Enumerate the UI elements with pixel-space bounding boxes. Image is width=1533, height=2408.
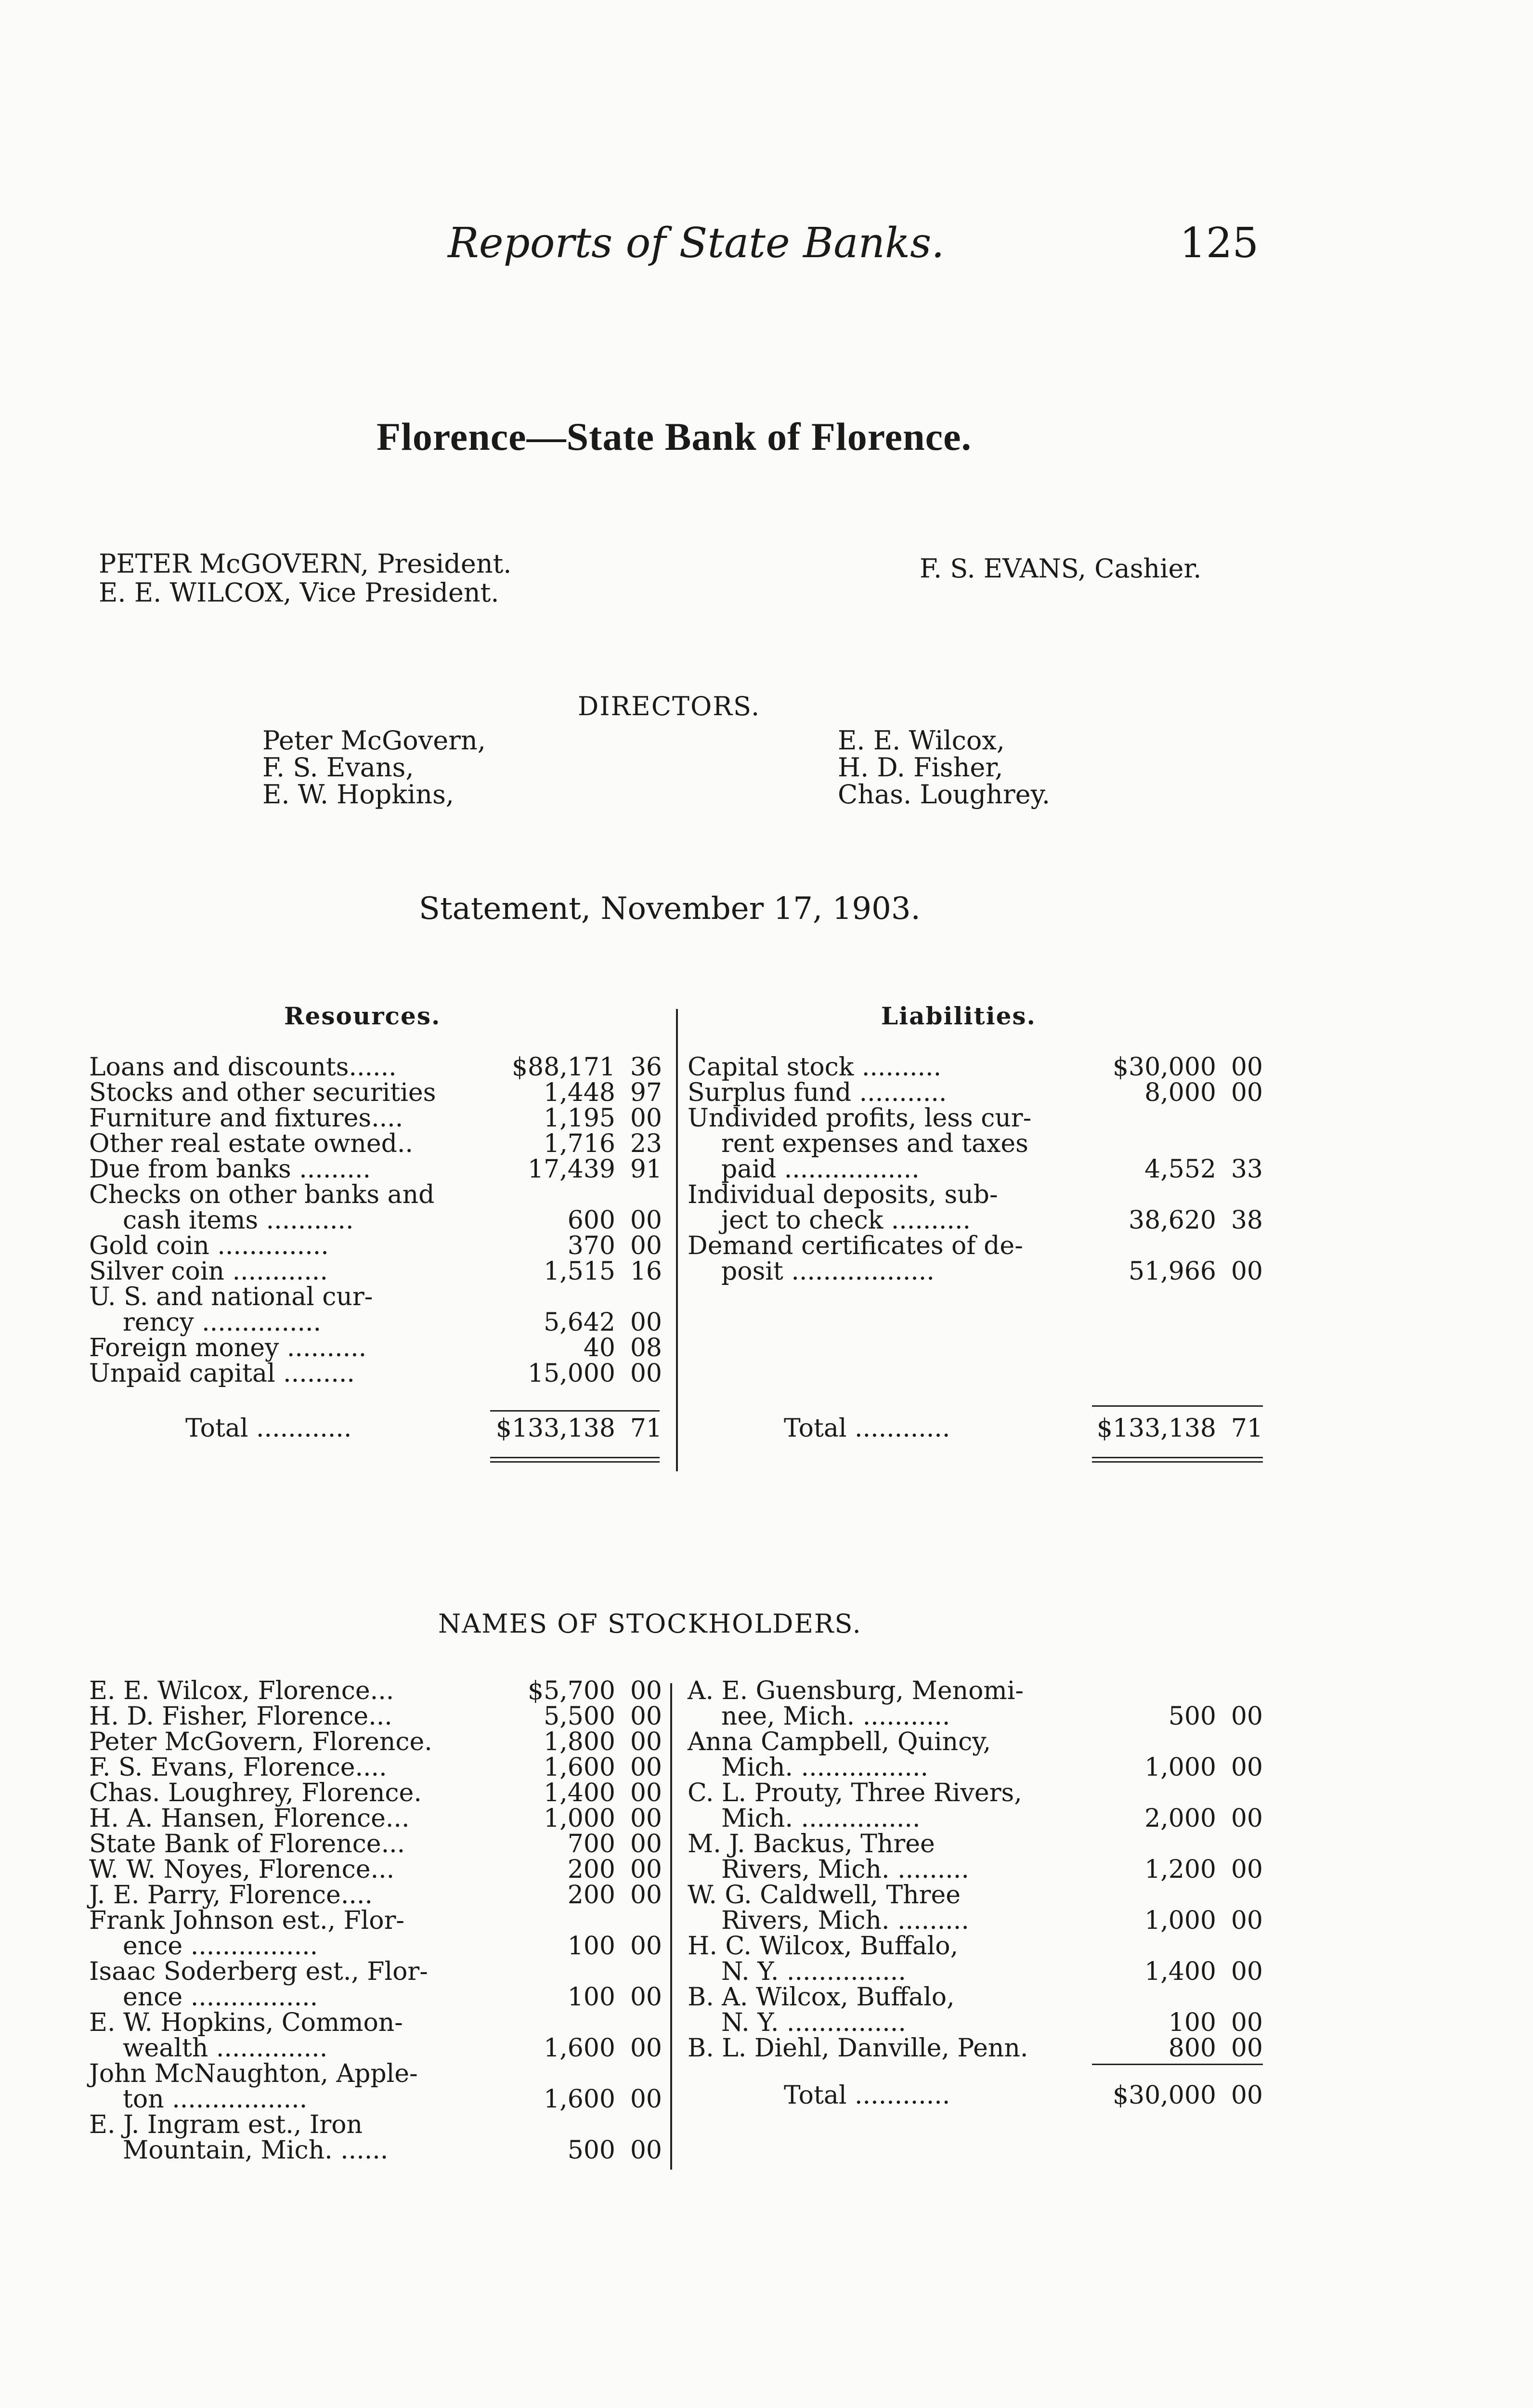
total-label: Total ............ — [784, 2081, 950, 2110]
row-dollars — [1106, 1985, 1227, 2010]
liabilities-heading: Liabilities. — [881, 1002, 1036, 1030]
row-dollars: 500 — [567, 2136, 615, 2165]
table-row — [89, 1985, 662, 2010]
row-label: Individual deposits, sub- — [688, 1180, 998, 1209]
table-row — [688, 1883, 1263, 1908]
row-label: Loans and discounts...... — [89, 1053, 397, 1082]
stockholders-column-divider — [670, 1683, 672, 2170]
row-dollars: 4,552 — [1144, 1155, 1216, 1184]
row-dollars — [1106, 1106, 1227, 1131]
table-row — [89, 1908, 662, 1934]
row-cents — [1227, 1934, 1263, 1959]
row-cents: 00 — [630, 2034, 662, 2063]
table-row — [89, 2138, 662, 2163]
running-title: Reports of State Banks. — [448, 219, 945, 267]
row-label: Mountain, Mich. ...... — [123, 2136, 389, 2165]
table-row — [688, 1704, 1263, 1729]
row-cents: 00 — [1231, 1753, 1263, 1782]
table-row — [688, 1233, 1263, 1259]
row-dollars: 15,000 — [528, 1359, 615, 1388]
row-label: U. S. and national cur- — [89, 1283, 373, 1311]
stockholders-left-table — [89, 1678, 662, 2163]
row-label: Capital stock .......... — [688, 1053, 942, 1082]
row-label: cash items ........... — [123, 1206, 354, 1235]
row-cents: 97 — [630, 1078, 662, 1107]
resources-total-double-rule — [490, 1457, 660, 1458]
row-dollars: 800 — [1168, 2034, 1216, 2063]
row-cents — [1227, 1233, 1263, 1259]
row-label: Due from banks ......... — [89, 1155, 371, 1184]
director-name: F. S. Evans, — [262, 752, 414, 783]
row-dollars: 5,500 — [544, 1702, 615, 1731]
row-cents: 00 — [1231, 1804, 1263, 1833]
row-cents: 00 — [630, 2085, 662, 2114]
row-label: Mich. ............... — [721, 1804, 921, 1833]
row-cents — [626, 2112, 662, 2138]
row-label: Peter McGovern, Florence. — [89, 1727, 432, 1756]
row-dollars — [506, 2010, 626, 2036]
director-name: E. E. Wilcox, — [838, 725, 1005, 756]
total-label: Total ............ — [784, 1414, 950, 1443]
liabilities-total-double-rule — [1092, 1461, 1263, 1463]
row-cents: 00 — [630, 1359, 662, 1388]
row-cents: 00 — [630, 1804, 662, 1833]
table-row — [688, 2036, 1263, 2061]
table-row — [89, 2010, 662, 2036]
row-cents: 00 — [630, 1983, 662, 2012]
row-dollars: 370 — [567, 1231, 615, 1260]
row-cents: 00 — [630, 1881, 662, 1910]
row-label: ton ................. — [123, 2085, 308, 2114]
resources-subtotal-rule — [490, 1410, 660, 1412]
row-label: C. L. Prouty, Three Rivers, — [688, 1779, 1022, 1807]
row-cents: 91 — [630, 1155, 662, 1184]
row-cents: 00 — [630, 1104, 662, 1133]
row-label: ence ................ — [123, 1983, 318, 2012]
row-label: W. G. Caldwell, Three — [688, 1881, 961, 1910]
director-name: Peter McGovern, — [262, 725, 486, 756]
table-row — [89, 1157, 662, 1182]
table-row — [688, 1729, 1263, 1755]
row-label: E. W. Hopkins, Common- — [89, 2008, 403, 2037]
row-dollars: 1,448 — [544, 1078, 615, 1107]
row-label: N. Y. ............... — [721, 2008, 906, 2037]
row-label: Isaac Soderberg est., Flor- — [89, 1957, 428, 1986]
row-dollars: 1,000 — [1144, 1753, 1216, 1782]
table-row — [89, 1182, 662, 1208]
row-dollars: 100 — [567, 1932, 615, 1961]
row-dollars: 1,600 — [544, 1753, 615, 1782]
row-cents: 00 — [1231, 1053, 1263, 1082]
row-dollars: 100 — [1168, 2008, 1216, 2037]
row-cents: 00 — [630, 1676, 662, 1705]
row-label: Stocks and other securities — [89, 1078, 436, 1107]
row-label: E. J. Ingram est., Iron — [89, 2110, 363, 2139]
row-dollars: $30,000 — [1112, 1053, 1216, 1082]
stockholders-right-table — [688, 1678, 1263, 2061]
row-label: Silver coin ............ — [89, 1257, 328, 1286]
row-dollars — [506, 1908, 626, 1934]
table-row — [688, 1080, 1263, 1106]
table-row — [688, 1755, 1263, 1780]
total-cents: 71 — [630, 1414, 662, 1443]
row-label: H. D. Fisher, Florence... — [89, 1702, 392, 1731]
row-cents: 00 — [1231, 2008, 1263, 2037]
row-dollars — [1106, 1182, 1227, 1208]
row-label: Gold coin .............. — [89, 1231, 329, 1260]
row-dollars — [506, 1284, 626, 1310]
directors-right — [838, 727, 1050, 808]
row-cents: 00 — [630, 1727, 662, 1756]
row-dollars — [1106, 1780, 1227, 1806]
row-label: Furniture and fixtures.... — [89, 1104, 403, 1133]
row-cents: 00 — [630, 1753, 662, 1782]
row-label: Undivided profits, less cur- — [688, 1104, 1032, 1133]
row-dollars — [1106, 1233, 1227, 1259]
director-name: E. W. Hopkins, — [262, 779, 454, 810]
bank-title: Florence—State Bank of Florence. — [377, 415, 972, 458]
row-label: State Bank of Florence... — [89, 1830, 405, 1858]
row-dollars — [506, 1959, 626, 1985]
row-label: Rivers, Mich. ......... — [721, 1906, 969, 1935]
table-row — [89, 1704, 662, 1729]
row-label: Surplus fund ........... — [688, 1078, 947, 1107]
table-row — [89, 1678, 662, 1704]
row-label: Foreign money .......... — [89, 1334, 367, 1362]
total-dollars: $30,000 — [1112, 2081, 1216, 2110]
director-name: Chas. Loughrey. — [838, 779, 1051, 810]
row-cents: 00 — [630, 1231, 662, 1260]
table-row — [688, 1157, 1263, 1182]
row-cents: 00 — [630, 1855, 662, 1884]
row-dollars: 200 — [567, 1855, 615, 1884]
table-row — [688, 1806, 1263, 1832]
total-table — [89, 1416, 662, 1441]
directors-heading: DIRECTORS. — [578, 691, 761, 721]
row-dollars — [1106, 1131, 1227, 1157]
row-cents: 00 — [630, 1779, 662, 1807]
table-row — [89, 1959, 662, 1985]
row-label: nee, Mich. ........... — [721, 1702, 950, 1731]
table-row — [89, 1729, 662, 1755]
row-cents — [1227, 1678, 1263, 1704]
row-dollars — [506, 2112, 626, 2138]
total-label: Total ............ — [185, 1414, 352, 1443]
table-row — [89, 1310, 662, 1335]
officer-vice-president: E. E. WILCOX, Vice President. — [99, 577, 499, 608]
row-dollars: 1,000 — [1144, 1906, 1216, 1935]
row-cents — [1227, 1182, 1263, 1208]
row-cents — [626, 1182, 662, 1208]
row-dollars — [1106, 1934, 1227, 1959]
row-cents — [626, 1959, 662, 1985]
row-cents: 00 — [1231, 1855, 1263, 1884]
table-row — [89, 1780, 662, 1806]
row-label: paid ................. — [721, 1155, 920, 1184]
row-label: rent expenses and taxes — [721, 1129, 1028, 1158]
table-row — [688, 1832, 1263, 1857]
row-dollars: 600 — [567, 1206, 615, 1235]
row-cents — [1227, 1131, 1263, 1157]
table-row — [89, 1131, 662, 1157]
row-label: W. W. Noyes, Florence... — [89, 1855, 395, 1884]
table-row — [688, 1259, 1263, 1284]
row-dollars: 40 — [583, 1334, 615, 1362]
total-row — [89, 1416, 662, 1441]
row-label: F. S. Evans, Florence.... — [89, 1753, 387, 1782]
row-dollars: 51,966 — [1129, 1257, 1216, 1286]
row-dollars: 1,800 — [544, 1727, 615, 1756]
row-dollars — [1106, 1883, 1227, 1908]
row-dollars: 1,716 — [544, 1129, 615, 1158]
table-row — [89, 1857, 662, 1883]
row-label: Checks on other banks and — [89, 1180, 435, 1209]
row-cents: 00 — [1231, 2034, 1263, 2063]
table-row — [89, 1806, 662, 1832]
total-table — [688, 1416, 1263, 1441]
row-cents — [1227, 1832, 1263, 1857]
row-label: Other real estate owned.. — [89, 1129, 413, 1158]
row-label: M. J. Backus, Three — [688, 1830, 935, 1858]
row-dollars: $88,171 — [511, 1053, 615, 1082]
row-dollars: 1,000 — [544, 1804, 615, 1833]
table-row — [688, 1908, 1263, 1934]
officer-cashier: F. S. EVANS, Cashier. — [920, 553, 1202, 584]
table-row — [688, 1985, 1263, 2010]
row-label: E. E. Wilcox, Florence... — [89, 1676, 394, 1705]
row-cents: 00 — [630, 1702, 662, 1731]
total-dollars: $133,138 — [495, 1414, 615, 1443]
row-label: wealth .............. — [123, 2034, 328, 2063]
row-dollars: 1,600 — [544, 2034, 615, 2063]
row-dollars: 1,400 — [544, 1779, 615, 1807]
row-cents: 33 — [1231, 1155, 1263, 1184]
row-label: Rivers, Mich. ......... — [721, 1855, 969, 1884]
row-label: Frank Johnson est., Flor- — [89, 1906, 405, 1935]
row-dollars: 1,600 — [544, 2085, 615, 2114]
row-dollars — [506, 2061, 626, 2087]
row-dollars: 1,515 — [544, 1257, 615, 1286]
statement-title: Statement, November 17, 1903. — [419, 891, 921, 927]
table-row — [688, 1678, 1263, 1704]
row-dollars: 2,000 — [1144, 1804, 1216, 1833]
table-row — [89, 1080, 662, 1106]
table-row — [89, 1208, 662, 1233]
column-divider — [676, 1009, 678, 1471]
table-row — [688, 1055, 1263, 1080]
resources-heading: Resources. — [284, 1002, 441, 1030]
stockholders-subtotal-rule — [1092, 2064, 1263, 2065]
table-row — [688, 1857, 1263, 1883]
row-dollars: 8,000 — [1144, 1078, 1216, 1107]
row-cents: 00 — [630, 1308, 662, 1337]
row-cents: 00 — [1231, 1957, 1263, 1986]
row-label: H. A. Hansen, Florence... — [89, 1804, 410, 1833]
row-label: ence ................ — [123, 1932, 318, 1961]
table-row — [688, 1131, 1263, 1157]
page-number: 125 — [1180, 219, 1259, 267]
row-dollars: 500 — [1168, 1702, 1216, 1731]
table-row — [688, 1934, 1263, 1959]
table-row — [89, 1259, 662, 1284]
row-cents: 08 — [630, 1334, 662, 1362]
row-cents: 36 — [630, 1053, 662, 1082]
total-table — [688, 2083, 1263, 2108]
table-row — [89, 1106, 662, 1131]
row-cents — [626, 1284, 662, 1310]
row-dollars: 5,642 — [544, 1308, 615, 1337]
row-cents — [1227, 1883, 1263, 1908]
row-cents: 00 — [1231, 1257, 1263, 1286]
row-cents — [626, 2010, 662, 2036]
table-row — [688, 1780, 1263, 1806]
table-row — [89, 1755, 662, 1780]
table-row — [89, 1284, 662, 1310]
table-row — [89, 2036, 662, 2061]
row-cents — [626, 1908, 662, 1934]
row-dollars: 700 — [567, 1830, 615, 1858]
total-dollars: $133,138 — [1096, 1414, 1216, 1443]
row-dollars — [506, 1182, 626, 1208]
row-cents: 00 — [630, 1830, 662, 1858]
row-cents: 16 — [630, 1257, 662, 1286]
table-row — [89, 1361, 662, 1387]
row-label: John McNaughton, Apple- — [89, 2059, 418, 2088]
row-label: Mich. ................ — [721, 1753, 929, 1782]
total-cents: 71 — [1231, 1414, 1263, 1443]
row-label: J. E. Parry, Florence.... — [89, 1881, 373, 1910]
row-dollars: $5,700 — [528, 1676, 615, 1705]
row-cents: 00 — [630, 2136, 662, 2165]
row-dollars — [1106, 1832, 1227, 1857]
row-dollars: 38,620 — [1129, 1206, 1216, 1235]
row-dollars: 100 — [567, 1983, 615, 2012]
row-cents — [1227, 1729, 1263, 1755]
row-dollars: 17,439 — [528, 1155, 615, 1184]
row-label: Chas. Loughrey, Florence. — [89, 1779, 422, 1807]
row-label: B. L. Diehl, Danville, Penn. — [688, 2034, 1028, 2063]
table-row — [688, 1106, 1263, 1131]
row-dollars: 1,195 — [544, 1104, 615, 1133]
row-dollars: 1,400 — [1144, 1957, 1216, 1986]
table-row — [89, 1832, 662, 1857]
director-name: H. D. Fisher, — [838, 752, 1003, 783]
table-row — [89, 2061, 662, 2087]
row-label: H. C. Wilcox, Buffalo, — [688, 1932, 959, 1961]
liabilities-total-double-rule — [1092, 1457, 1263, 1458]
directors-left — [262, 727, 486, 808]
officer-president: PETER McGOVERN, President. — [99, 549, 512, 579]
table-row — [89, 1883, 662, 1908]
table-row — [89, 1335, 662, 1361]
row-dollars: 1,200 — [1144, 1855, 1216, 1884]
row-label: A. E. Guensburg, Menomi- — [688, 1676, 1024, 1705]
row-dollars — [1106, 1678, 1227, 1704]
row-label: ject to check .......... — [721, 1206, 971, 1235]
table-row — [688, 1959, 1263, 1985]
row-cents: 00 — [630, 1206, 662, 1235]
table-row — [688, 1208, 1263, 1233]
liabilities-table — [688, 1055, 1263, 1284]
total-row — [688, 1416, 1263, 1441]
table-row — [688, 1182, 1263, 1208]
row-cents: 38 — [1231, 1206, 1263, 1235]
resources-table — [89, 1055, 662, 1387]
row-cents — [626, 2061, 662, 2087]
stockholders-heading: NAMES OF STOCKHOLDERS. — [438, 1609, 862, 1639]
row-label: Anna Campbell, Quincy, — [688, 1727, 991, 1756]
row-cents: 00 — [1231, 1702, 1263, 1731]
table-row — [688, 2010, 1263, 2036]
row-cents: 00 — [1231, 1906, 1263, 1935]
table-row — [89, 1934, 662, 1959]
row-cents — [1227, 1780, 1263, 1806]
row-dollars — [1106, 1729, 1227, 1755]
row-cents — [1227, 1106, 1263, 1131]
resources-total-double-rule — [490, 1461, 660, 1463]
table-row — [89, 2087, 662, 2112]
total-cents: 00 — [1231, 2081, 1263, 2110]
row-label: B. A. Wilcox, Buffalo, — [688, 1983, 955, 2012]
row-label: rency ............... — [123, 1308, 322, 1337]
row-label: Demand certificates of de- — [688, 1231, 1023, 1260]
row-label: posit .................. — [721, 1257, 935, 1286]
row-cents — [1227, 1985, 1263, 2010]
row-cents: 00 — [1231, 1078, 1263, 1107]
table-row — [89, 1055, 662, 1080]
liabilities-subtotal-rule — [1092, 1405, 1263, 1407]
row-cents: 23 — [630, 1129, 662, 1158]
row-cents: 00 — [630, 1932, 662, 1961]
table-row — [89, 2112, 662, 2138]
row-label: N. Y. ............... — [721, 1957, 906, 1986]
row-dollars: 200 — [567, 1881, 615, 1910]
row-label: Unpaid capital ......... — [89, 1359, 355, 1388]
table-row — [89, 1233, 662, 1259]
total-row — [688, 2083, 1263, 2108]
